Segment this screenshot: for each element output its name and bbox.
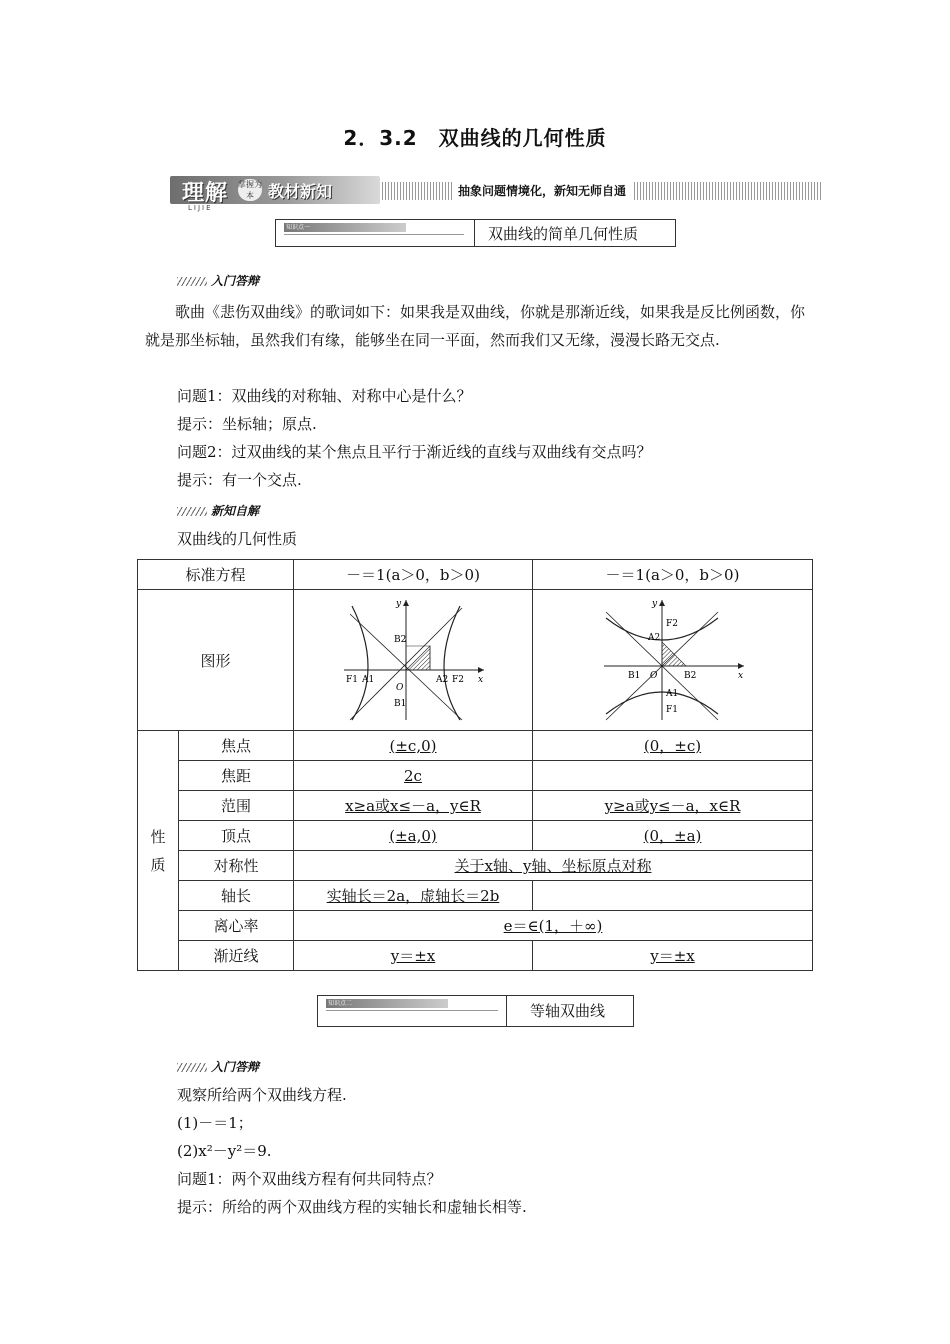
graph-label-b1: B1 — [627, 671, 640, 681]
cell-value: (±a,0) — [294, 821, 533, 851]
cell-value: y≥a或y≤－a，x∈R — [533, 791, 813, 821]
row-label: 焦点 — [179, 731, 294, 761]
cell-value — [533, 761, 813, 791]
row-label: 离心率 — [179, 911, 294, 941]
knowledge-tag: 知识点二 — [326, 999, 448, 1008]
banner-mid-text: 教材新知 — [268, 182, 333, 201]
graph-label-b2: B2 — [683, 671, 696, 681]
table-row — [138, 731, 813, 761]
graph-horizontal — [294, 590, 533, 731]
page-title: 2．3.2 双曲线的几何性质 — [343, 126, 607, 150]
eq-vertical: －＝1(a＞0，b＞0) — [533, 560, 813, 590]
graph-label-f1: F1 — [665, 705, 678, 715]
banner-slogan: 抽象问题情境化，新知无师自通 — [452, 182, 632, 200]
graph-label-x: x — [478, 675, 484, 685]
knowledge-title: 双曲线的简单几何性质 — [488, 225, 639, 243]
question-2: 问题2：过双曲线的某个焦点且平行于渐近线的直线与双曲线有交点吗？ — [177, 443, 652, 461]
graph-label: 图形 — [138, 590, 294, 731]
table-row — [138, 911, 813, 941]
hatch-icon — [177, 277, 207, 286]
table-row — [138, 881, 813, 911]
hatch-icon — [177, 1063, 207, 1072]
graph-label-o: O — [649, 671, 657, 681]
divider — [326, 1010, 498, 1011]
hatch-icon — [177, 507, 207, 516]
question-3: 问题1：两个双曲线方程有何共同特点？ — [177, 1170, 442, 1188]
row-label: 轴长 — [179, 881, 294, 911]
knowledge-point-2 — [317, 995, 634, 1027]
divider — [474, 220, 475, 246]
knowledge-title: 等轴双曲线 — [530, 1002, 606, 1020]
cell-value: (0，±a) — [533, 821, 813, 851]
subheading — [177, 272, 259, 289]
cell-value — [533, 881, 813, 911]
graph-label-y: y — [396, 599, 402, 609]
table-row — [138, 941, 813, 971]
subheading-text: 入门答辩 — [211, 1060, 260, 1074]
eq-horizontal: －＝1(a＞0，b＞0) — [294, 560, 533, 590]
row-label: 焦距 — [179, 761, 294, 791]
banner-small-text: 掌握为本 — [238, 180, 262, 200]
banner-pinyin: LIJIE — [188, 204, 213, 212]
graph-label-o: O — [396, 683, 404, 693]
subheading — [177, 1058, 259, 1075]
graph-label-f2: F2 — [452, 675, 464, 685]
banner-big-text: 理解 — [182, 181, 229, 206]
hint-2: 提示：有一个交点. — [177, 471, 302, 489]
table-row — [138, 590, 813, 731]
intro-text: 歌曲《悲伤双曲线》的歌词如下：如果我是双曲线，你就是那渐近线，如果我是反比例函数，你就是那坐标轴，虽然我们有缘，能够坐在同一平面，然而我们又无缘，漫漫长路无交点. — [145, 303, 806, 349]
question-1: 问题1：双曲线的对称轴、对称中心是什么？ — [177, 387, 472, 405]
cell-value: y＝±x — [294, 941, 533, 971]
table-row — [138, 791, 813, 821]
graph-label-b1: B1 — [394, 699, 407, 709]
group-label-cell — [138, 731, 179, 971]
hint-3: 提示：所给的两个双曲线方程的实轴长和虚轴长相等. — [177, 1198, 527, 1216]
divider — [506, 996, 507, 1026]
graph-label-y: y — [651, 599, 657, 609]
equation-2-body: x²－y²＝9. — [198, 1142, 272, 1160]
cell-value: (±c,0) — [294, 731, 533, 761]
graph-label-x: x — [737, 671, 743, 681]
graph-label-f1: F1 — [346, 675, 358, 685]
subheading-text: 入门答辩 — [211, 274, 260, 288]
cell-value: x≥a或x≤－a，y∈R — [294, 791, 533, 821]
graph-label-a2: A2 — [647, 633, 660, 643]
equation-2-prefix: (2) — [177, 1142, 199, 1160]
knowledge-tag: 知识点一 — [284, 223, 406, 232]
banner-badge — [170, 176, 380, 204]
graph-label-a1: A1 — [362, 675, 375, 685]
hint-1: 提示：坐标轴；原点. — [177, 415, 317, 433]
table-caption: 双曲线的几何性质 — [177, 530, 298, 548]
table-row — [138, 851, 813, 881]
table-row — [138, 560, 813, 590]
graph-label-b2: B2 — [394, 635, 407, 645]
intro-paragraph — [145, 298, 810, 354]
graph-label-a1: A1 — [665, 689, 678, 699]
hyperbola-horizontal-figure — [338, 596, 488, 724]
subheading-text: 新知自解 — [211, 504, 260, 518]
cell-value: 2c — [294, 761, 533, 791]
knowledge-point-1 — [275, 219, 676, 247]
equation-1: (1)－＝1； — [177, 1114, 253, 1132]
graph-label-a2: A2 — [436, 675, 449, 685]
observe-text: 观察所给两个双曲线方程. — [177, 1086, 347, 1104]
group-label: 性质 — [150, 827, 166, 874]
hyperbola-vertical-figure — [598, 596, 748, 724]
cell-value-merged: e＝∈(1，＋∞) — [294, 911, 813, 941]
divider — [284, 234, 464, 235]
table-row — [138, 761, 813, 791]
cell-value: (0，±c) — [533, 731, 813, 761]
std-eq-label: 标准方程 — [138, 560, 294, 590]
equation-2 — [177, 1140, 272, 1161]
row-label: 对称性 — [179, 851, 294, 881]
graph-label-f2: F2 — [665, 619, 678, 629]
cell-value: y＝±x — [533, 941, 813, 971]
cell-value-merged: 关于x轴、y轴、坐标原点对称 — [294, 851, 813, 881]
table-row — [138, 821, 813, 851]
properties-table — [137, 559, 813, 971]
row-label: 顶点 — [179, 821, 294, 851]
section-banner — [170, 176, 822, 212]
subheading — [177, 502, 259, 519]
graph-vertical — [533, 590, 813, 731]
row-label: 渐近线 — [179, 941, 294, 971]
row-label: 范围 — [179, 791, 294, 821]
cell-value: 实轴长＝2a，虚轴长＝2b — [294, 881, 533, 911]
